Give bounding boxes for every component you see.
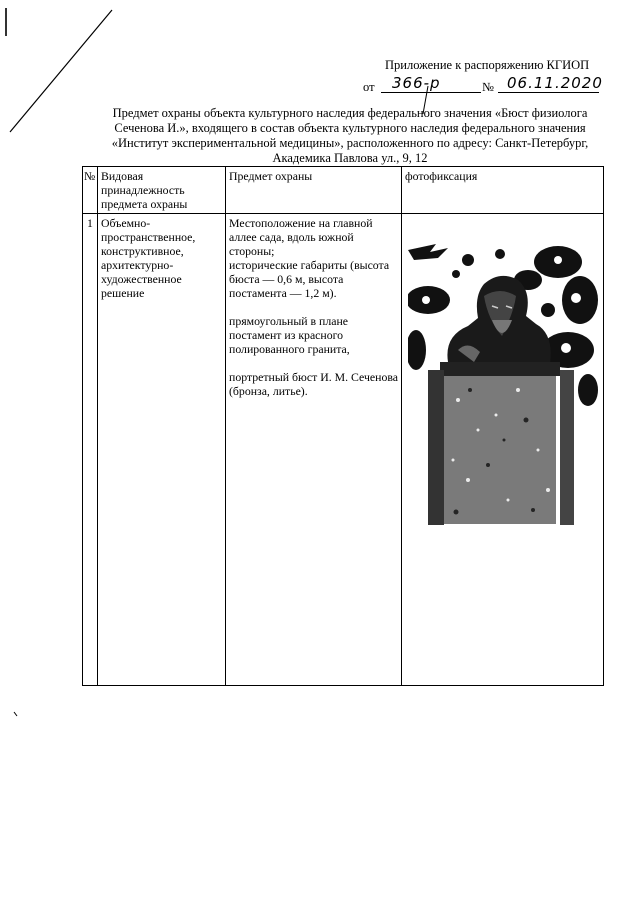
subject-bust: портретный бюст И. М. Сеченова (бронза, литье). xyxy=(229,370,398,398)
col-header-type: Видовая принадлежность предмета охраны xyxy=(98,167,226,214)
title-line-4: Академика Павлова ул., 9, 12 xyxy=(272,151,428,165)
table-row xyxy=(83,214,604,686)
col-header-subject: Предмет охраны xyxy=(226,167,402,214)
order-date: 06.11.2020 xyxy=(507,74,603,92)
subject-pedestal: прямоугольный в плане постамент из красного полированного гранита, xyxy=(229,314,350,356)
row-type: Объемно-пространственное, конструктивное, архитектурно-художественное решение xyxy=(98,214,226,686)
protection-table xyxy=(82,166,604,686)
order-number: 366-р xyxy=(392,74,441,92)
col-header-photo: фотофиксация xyxy=(402,167,604,214)
bust-photo xyxy=(408,240,600,528)
annex-line: Приложение к распоряжению КГИОП xyxy=(385,58,590,72)
title-line-1: Предмет охраны объекта культурного наследия федерального значения «Бюст физиолога xyxy=(112,106,588,120)
subject-dimensions: исторические габариты (высота бюста — 0,6 м, высота постамента — 1,2 м). xyxy=(229,258,390,300)
row-number: 1 xyxy=(83,214,98,686)
number-sign: № xyxy=(482,80,494,94)
subject-location: Местоположение на главной аллее сада, вдоль южной стороны; xyxy=(229,216,373,258)
title-line-3: «Институт экспериментальной медицины», расположенного по адресу: Санкт-Петербург, xyxy=(111,136,589,150)
table-header-row xyxy=(83,167,604,214)
date-underline xyxy=(498,92,599,93)
pedestal-top xyxy=(440,362,560,376)
title-line-2: Сеченова И.», входящего в состав объекта культурного наследия федерального значения xyxy=(114,121,586,135)
row-subject xyxy=(226,214,402,686)
row-photo-cell xyxy=(402,214,604,686)
number-underline xyxy=(381,92,481,93)
document-title xyxy=(90,106,610,166)
col-header-num: № xyxy=(83,167,98,214)
from-label: от xyxy=(363,80,375,94)
